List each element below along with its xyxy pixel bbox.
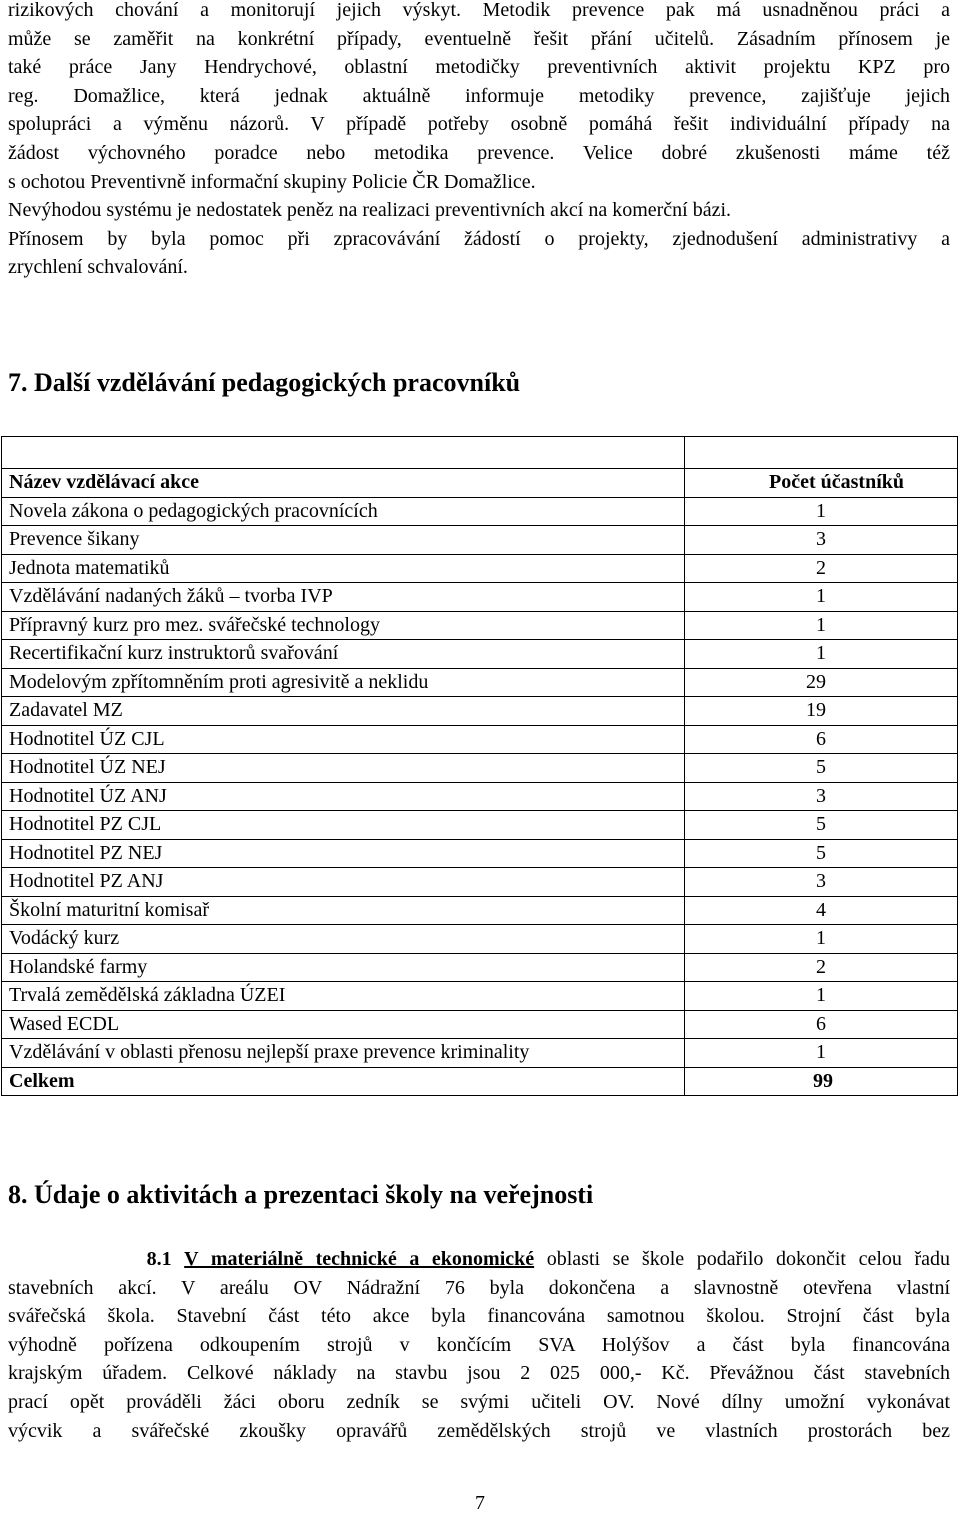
- table-row: [2, 697, 958, 726]
- training-table: [1, 436, 958, 1096]
- subsection-title: V materiálně technické a ekonomické: [184, 1248, 535, 1270]
- table-header-row: [2, 469, 958, 498]
- training-name: Hodnotitel PZ CJL: [2, 811, 685, 840]
- table-row: [2, 1010, 958, 1039]
- participant-count: 5: [685, 839, 958, 868]
- training-name: Wased ECDL: [2, 1010, 685, 1039]
- training-name: Vodácký kurz: [2, 925, 685, 954]
- table-row: [2, 497, 958, 526]
- training-name: Jednota matematiků: [2, 554, 685, 583]
- participant-count: 3: [685, 868, 958, 897]
- training-name: Hodnotitel ÚZ NEJ: [2, 754, 685, 783]
- table-row: [2, 668, 958, 697]
- participant-count: 2: [685, 953, 958, 982]
- subsection-number: 8.1: [146, 1248, 172, 1270]
- text-line: rizikových chování a monitorují jejich výskyt. Metodik prevence pak má usnadněnou práci a: [8, 0, 950, 21]
- total-value: 99: [685, 1067, 958, 1096]
- total-label: Celkem: [2, 1067, 685, 1096]
- participant-count: 3: [685, 526, 958, 555]
- training-name: Hodnotitel PZ ANJ: [2, 868, 685, 897]
- training-name: Hodnotitel ÚZ ANJ: [2, 782, 685, 811]
- table-row: [2, 725, 958, 754]
- participant-count: 5: [685, 811, 958, 840]
- table-row: [2, 811, 958, 840]
- table-row: [2, 1039, 958, 1068]
- training-name: Školní maturitní komisař: [2, 896, 685, 925]
- table-row: [2, 640, 958, 669]
- text-line: výcvik a svářečské zkoušky opravářů zemědělských strojů ve vlastních prostorách bez: [8, 1419, 950, 1442]
- text-line: zrychlení schvalování.: [8, 256, 188, 279]
- text-line: spolupráci a výměnu názorů. V případě potřeby osobně pomáhá řešit individuální případy na: [8, 113, 950, 136]
- text-line: svářečská škola. Stavební část této akce byla financována samotnou školou. Strojní část byla: [8, 1305, 950, 1328]
- training-name: Holandské farmy: [2, 953, 685, 982]
- section-7-heading: 7. Další vzdělávání pedagogických pracovníků: [8, 368, 521, 397]
- participant-count: 2: [685, 554, 958, 583]
- table-spacer-row: [2, 437, 958, 469]
- participant-count: 19: [685, 697, 958, 726]
- text-line: s ochotou Preventivně informační skupiny Policie ČR Domažlice.: [8, 170, 536, 193]
- training-name: Zadavatel MZ: [2, 697, 685, 726]
- section-8-heading: 8. Údaje o aktivitách a prezentaci školy na veřejnosti: [8, 1180, 594, 1209]
- training-name: Prevence šikany: [2, 526, 685, 555]
- text-line: také práce Jany Hendrychové, oblastní metodičky preventivních aktivit projektu KPZ pro: [8, 56, 950, 79]
- participant-count: 6: [685, 1010, 958, 1039]
- participant-count: 3: [685, 782, 958, 811]
- training-name: Trvalá zemědělská základna ÚZEI: [2, 982, 685, 1011]
- text-line: stavebních akcí. V areálu OV Nádražní 76 byla dokončena a slavnostně otevřena vlastní: [8, 1276, 950, 1299]
- table-row: [2, 554, 958, 583]
- table-row: [2, 754, 958, 783]
- participant-count: 29: [685, 668, 958, 697]
- participant-count: 1: [685, 611, 958, 640]
- participant-count: 6: [685, 725, 958, 754]
- training-name: Hodnotitel PZ NEJ: [2, 839, 685, 868]
- training-name: Přípravný kurz pro mez. svářečské technology: [2, 611, 685, 640]
- table-row: [2, 925, 958, 954]
- participant-count: 1: [685, 982, 958, 1011]
- training-name: Modelovým zpřítomněním proti agresivitě a neklidu: [2, 668, 685, 697]
- table-row: [2, 896, 958, 925]
- text-line: [8, 1245, 950, 1274]
- table-row: [2, 868, 958, 897]
- text-line: prací opět prováděli žáci oboru zedník se svými učiteli OV. Nové dílny umožní vykonávat: [8, 1390, 950, 1413]
- text-line: může se zaměřit na konkrétní případy, eventuelně řešit přání učitelů. Zásadním přínosem je: [8, 27, 950, 50]
- page-number: 7: [475, 1492, 485, 1514]
- training-name: Recertifikační kurz instruktorů svařování: [2, 640, 685, 669]
- training-name: Vzdělávání v oblasti přenosu nejlepší praxe prevence kriminality: [2, 1039, 685, 1068]
- table-row: [2, 583, 958, 612]
- participant-count: 1: [685, 497, 958, 526]
- intro-paragraph: [8, 0, 950, 282]
- table-row: [2, 526, 958, 555]
- participant-count: 5: [685, 754, 958, 783]
- text-line: Přínosem by byla pomoc při zpracovávání žádostí o projekty, zjednodušení administrativy a: [8, 227, 950, 250]
- participant-count: 4: [685, 896, 958, 925]
- participant-count: 1: [685, 640, 958, 669]
- table-row: [2, 982, 958, 1011]
- text-segment: oblasti se škole podařilo dokončit celou řadu: [534, 1248, 951, 1270]
- training-name: Vzdělávání nadaných žáků – tvorba IVP: [2, 583, 685, 612]
- participant-count: 1: [685, 925, 958, 954]
- table-row: [2, 782, 958, 811]
- column-header-count: Počet účastníků: [685, 469, 958, 498]
- table-row: [2, 611, 958, 640]
- section-8-1-paragraph: [8, 1245, 950, 1445]
- text-line: reg. Domažlice, která jednak aktuálně informuje metodiky prevence, zajišťuje jejich: [8, 84, 950, 107]
- text-line: Nevýhodou systému je nedostatek peněz na realizaci preventivních akcí na komerční bázi.: [8, 199, 732, 222]
- table-row: [2, 839, 958, 868]
- training-name: Hodnotitel ÚZ CJL: [2, 725, 685, 754]
- table-row: [2, 953, 958, 982]
- table-total-row: [2, 1067, 958, 1096]
- column-header-name: Název vzdělávací akce: [2, 469, 685, 498]
- text-line: žádost výchovného poradce nebo metodika prevence. Velice dobré zkušenosti máme též: [8, 141, 950, 164]
- text-line: krajským úřadem. Celkové náklady na stavbu jsou 2 025 000,- Kč. Převážnou část stavebních: [8, 1362, 950, 1385]
- participant-count: 1: [685, 1039, 958, 1068]
- participant-count: 1: [685, 583, 958, 612]
- text-line: výhodně pořízena odkoupením strojů v končícím SVA Holýšov a část byla financována: [8, 1333, 950, 1356]
- training-name: Novela zákona o pedagogických pracovnících: [2, 497, 685, 526]
